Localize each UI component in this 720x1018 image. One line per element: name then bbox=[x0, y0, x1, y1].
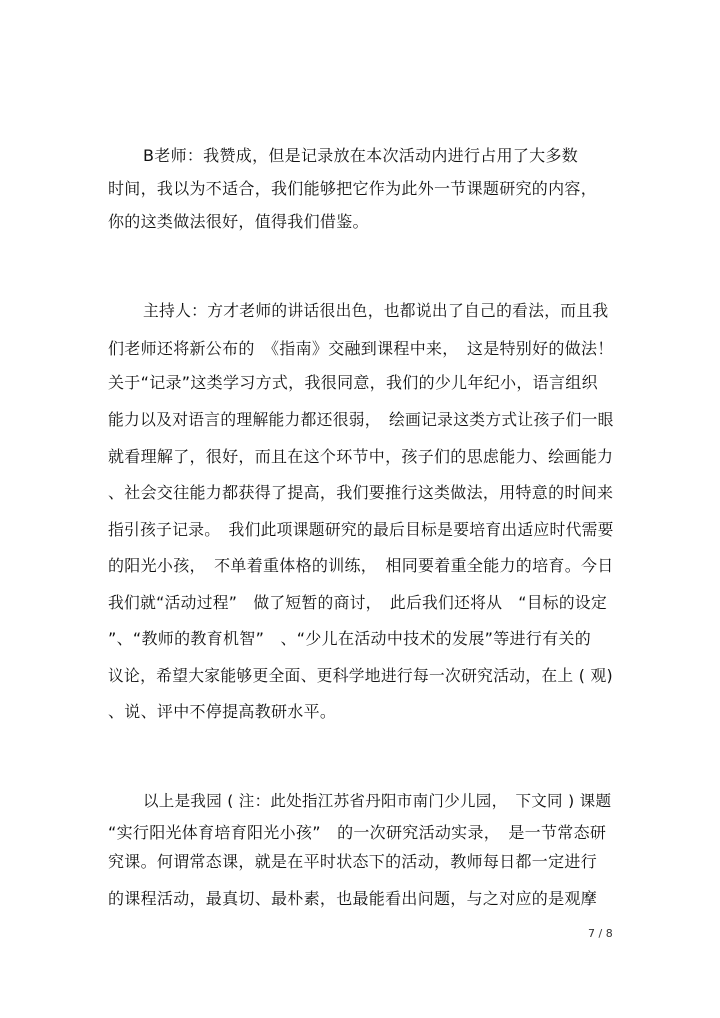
paragraph-1-line-3: 你的这类做法很好，值得我们借鉴。 bbox=[108, 212, 369, 231]
page-number: 7 / 8 bbox=[588, 927, 613, 940]
paragraph-1-line-2: 时间，我以为不适合，我们能够把它作为此外一节课题研究的内容， bbox=[108, 179, 598, 198]
paragraph-1-line-1: B老师：我赞成，但是记录放在本次活动内进行占用了大多数 bbox=[143, 146, 579, 165]
paragraph-3-line-2: “实行阳光体育培育阳光小孩” 的一次研究活动实录， 是一节常态研 bbox=[108, 823, 607, 842]
paragraph-2-line-11: 议论，希望大家能够更全面、更科学地进行每一次研究活动，在上 ( 观) bbox=[108, 666, 613, 685]
paragraph-2-line-10: ”、“教师的教育机智” 、“少儿在活动中技术的发展”等进行有关的 bbox=[108, 629, 592, 648]
paragraph-3-line-1: 以上是我园 ( 注：此处指江苏省丹阳市南门少儿园， 下文同 ) 课题 bbox=[143, 792, 612, 810]
paragraph-2-line-3: 关于“记录”这类学习方式，我很同意，我们的少儿年纪小，语言组织 bbox=[108, 373, 598, 392]
paragraph-3-line-4: 的课程活动，最真切、最朴素，也最能看出问题，与之对应的是观摩 bbox=[108, 889, 598, 908]
paragraph-2-line-2: 们老师还将新公布的 《指南》交融到课程中来， 这是特别好的做法！ bbox=[108, 339, 614, 358]
paragraph-2-line-1: 主持人：方才老师的讲话很出色，也都说出了自己的看法，而且我 bbox=[143, 301, 609, 320]
paragraph-2-line-4: 能力以及对语言的理解能力都还很弱， 绘画记录这类方式让孩子们一眼 bbox=[108, 410, 614, 429]
paragraph-2-line-8: 的阳光小孩， 不单着重体格的训练， 相同要着重全能力的培育。今日 bbox=[108, 556, 614, 575]
paragraph-2-line-9: 我们就“活动过程” 做了短暂的商讨， 此后我们还将从 “目标的设定 bbox=[108, 593, 608, 612]
paragraph-2-line-12: 、说、评中不停提高教研水平。 bbox=[108, 702, 337, 721]
paragraph-2-line-6: 、社会交往能力都获得了提高，我们要推行这类做法，用特意的时间来 bbox=[108, 483, 614, 502]
paragraph-2-line-5: 就看理解了，很好，而且在这个环节中，孩子们的思虑能力、绘画能力 bbox=[108, 447, 614, 466]
paragraph-2-line-7: 指引孩子记录。 我们此项课题研究的最后目标是要培育出适应时代需要 bbox=[108, 520, 614, 539]
paragraph-3-line-3: 究课。何谓常态课，就是在平时状态下的活动，教师每日都一定进行 bbox=[108, 852, 598, 871]
